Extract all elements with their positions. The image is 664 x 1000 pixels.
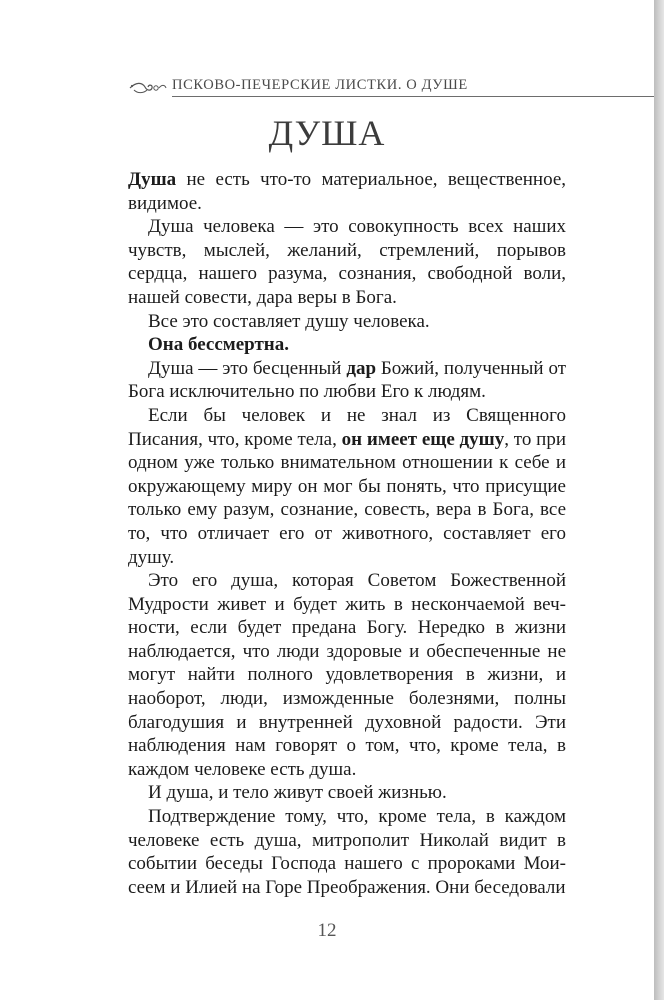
text-run: Душа — это бесценный bbox=[148, 357, 347, 379]
paragraph bbox=[128, 805, 566, 899]
page-number: 12 bbox=[317, 920, 337, 941]
bold-term: Она бессмертна. bbox=[148, 334, 289, 356]
bold-term: он имеет еще душу bbox=[341, 428, 505, 450]
paragraph bbox=[128, 569, 566, 781]
text-run: Подтверждение тому, что, кроме тела, в каждом человеке есть душа, митрополит Николай видит в событии беседы Господа нашего с пророками Моисеем и Илией на Горе Преображения. Они беседовали bbox=[128, 806, 566, 898]
paragraph bbox=[128, 357, 566, 404]
text-run: Душа человека — это совокупность всех наших чувств, мыслей, желаний, стремлений, порывов сердца, нашего разума, сознания, свободной воли, нашей совести, дара веры в Бога. bbox=[128, 216, 566, 308]
text-run: не есть что-то материальное, вещественное, видимое. bbox=[128, 169, 566, 214]
page-edge bbox=[654, 0, 664, 1000]
running-head-title: ПСКОВО-ПЕЧЕРСКИЕ ЛИСТКИ. О ДУШЕ bbox=[172, 77, 468, 93]
chapter-title: ДУША bbox=[268, 113, 386, 153]
text-run: Если бы человек и не знал из Священного Писания, что, кроме тела, bbox=[128, 404, 566, 450]
paragraph bbox=[128, 168, 566, 215]
running-head-rule bbox=[172, 96, 664, 97]
text-run: И душа, и тело живут своей жизнью. bbox=[148, 782, 447, 804]
text-run: , то при одном уже только внимательном отношении к себе и окружающему миру он мог бы понять, что присущие только ему разум, сознание, совесть, вера в Бога, все то, что отличает его от животного, составляет его душу. bbox=[128, 428, 566, 568]
running-head bbox=[128, 76, 568, 98]
paragraph bbox=[128, 781, 566, 805]
body-text bbox=[128, 168, 566, 899]
paragraph bbox=[128, 404, 566, 569]
bold-term: дар bbox=[346, 357, 377, 379]
text-run: Это его душа, которая Советом Божественной Мудрости живет и будет жить в нескончаемой вечности, если будет предана Богу. Нередко в жизни наблюдается, что люди здоровые и обеспеченные не могут найти полного удовлетворения в жизни, и наоборот, люди, изможденные болезнями, полны благодушия и внутренней духовной радости. Эти наблюдения нам говорят о том, что, кроме тела, в каждом человеке есть душа. bbox=[128, 570, 566, 780]
paragraph bbox=[128, 333, 566, 357]
bold-term: Душа bbox=[128, 169, 177, 190]
paragraph bbox=[128, 215, 566, 309]
text-run: Божий, полученный от Бога исключительно по любви Его к людям. bbox=[128, 357, 566, 403]
text-run: Все это составляет душу человека. bbox=[148, 310, 430, 332]
paragraph bbox=[128, 310, 566, 334]
ornament-icon bbox=[128, 78, 168, 98]
